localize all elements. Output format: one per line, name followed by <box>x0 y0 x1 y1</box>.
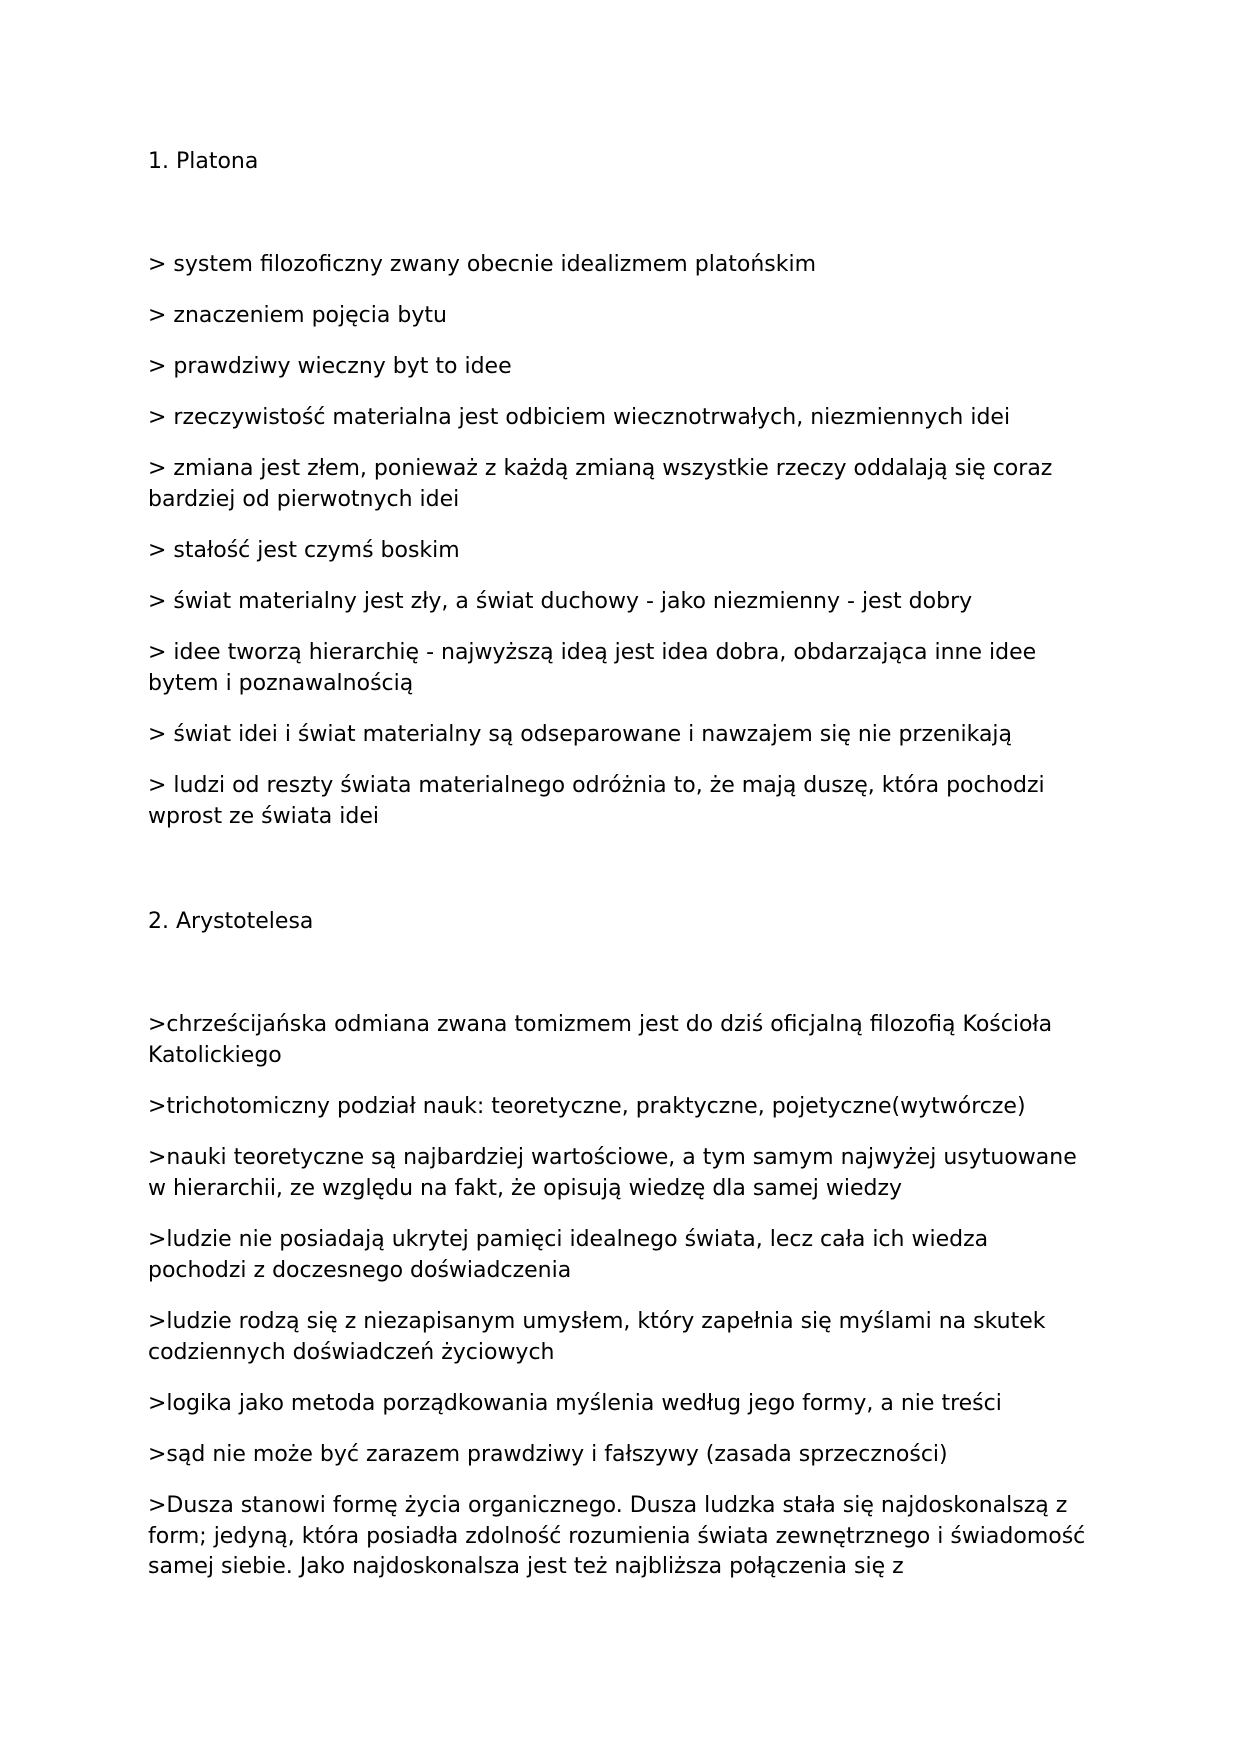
list-item: >trichotomiczny podział nauk: teoretyczne, praktyczne, pojetyczne(wytwórcze) <box>148 1094 1026 1119</box>
list-item: > system filozoficzny zwany obecnie idealizmem platońskim <box>148 252 817 277</box>
list-item: > prawdziwy wieczny byt to idee <box>148 354 512 379</box>
list-item: > stałość jest czymś boskim <box>148 538 460 563</box>
document-page <box>148 0 1093 1754</box>
list-item: >ludzie rodzą się z niezapisanym umysłem, który zapełnia się myślami na skutek codziennych doświadczeń życiowych <box>148 1309 1046 1365</box>
list-item: > rzeczywistość materialna jest odbiciem wiecznotrwałych, niezmiennych idei <box>148 405 1011 430</box>
list-item: > świat idei i świat materialny są odseparowane i nawzajem się nie przenikają <box>148 722 1013 747</box>
list-item: > ludzi od reszty świata materialnego odróżnia to, że mają duszę, która pochodzi wprost ze świata idei <box>148 773 1045 829</box>
list-item: >sąd nie może być zarazem prawdziwy i fałszywy (zasada sprzeczności) <box>148 1442 948 1467</box>
list-item: > znaczeniem pojęcia bytu <box>148 303 447 328</box>
list-item: >ludzie nie posiadają ukrytej pamięci idealnego świata, lecz cała ich wiedza pochodzi z doczesnego doświadczenia <box>148 1227 989 1283</box>
list-item: >logika jako metoda porządkowania myślenia według jego formy, a nie treści <box>148 1391 1002 1416</box>
list-item: >chrześcijańska odmiana zwana tomizmem jest do dziś oficjalną filozofią Kościoła Katolickiego <box>148 1012 1053 1068</box>
list-item: > świat materialny jest zły, a świat duchowy - jako niezmienny - jest dobry <box>148 589 973 614</box>
list-item: >nauki teoretyczne są najbardziej wartościowe, a tym samym najwyżej usytuowane w hierarchii, ze względu na fakt, że opisują wiedzę dla samej wiedzy <box>148 1145 1077 1201</box>
list-item: > idee tworzą hierarchię - najwyższą ideą jest idea dobra, obdarzająca inne idee bytem i poznawalnością <box>148 640 1037 696</box>
section-heading-platona: 1. Platona <box>148 149 259 174</box>
list-item: > zmiana jest złem, ponieważ z każdą zmianą wszystkie rzeczy oddalają się coraz bardziej od pierwotnych idei <box>148 456 1053 512</box>
section-heading-arystotelesa: 2. Arystotelesa <box>148 909 314 934</box>
list-item: >Dusza stanowi formę życia organicznego. Dusza ludzka stała się najdoskonalszą z form; jedyną, która posiadła zdolność rozumienia świata zewnętrznego i świadomość samej siebie. Jako najdoskonalsza jest też najbliższa połączenia się z <box>148 1493 1086 1579</box>
